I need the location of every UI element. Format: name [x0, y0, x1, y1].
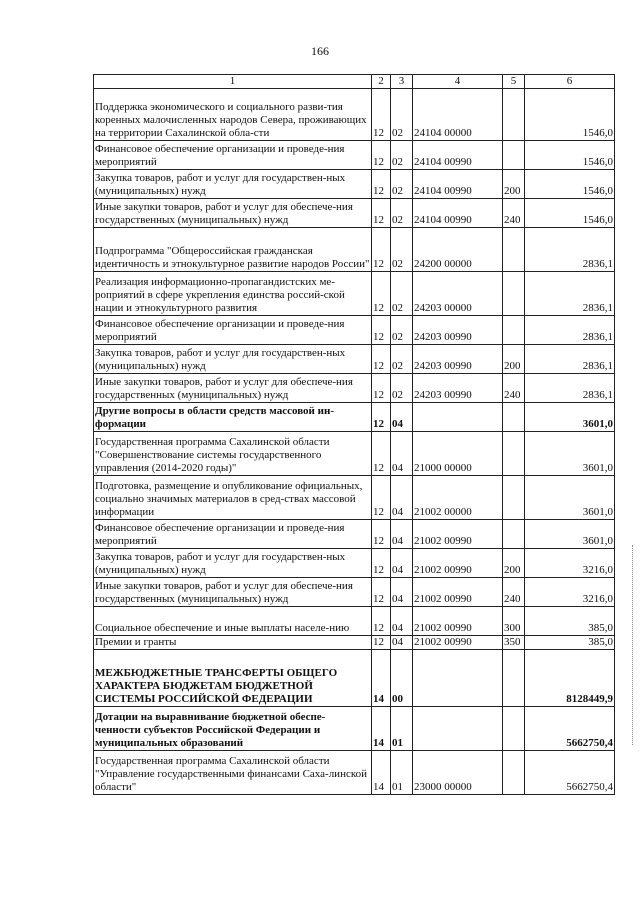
row-expense-type [503, 89, 525, 141]
table-row [94, 170, 615, 199]
row-expense-type: 240 [503, 374, 525, 403]
table-row [94, 141, 615, 170]
row-amount: 2836,1 [525, 272, 615, 316]
row-subsection: 02 [391, 89, 413, 141]
row-section: 14 [372, 707, 391, 751]
column-header-target-article: 4 [413, 75, 503, 89]
row-expense-type [503, 228, 525, 272]
table-row [94, 316, 615, 345]
row-amount: 3601,0 [525, 432, 615, 476]
row-amount: 2836,1 [525, 228, 615, 272]
column-header-expense-type: 5 [503, 75, 525, 89]
row-amount: 2836,1 [525, 374, 615, 403]
row-amount: 385,0 [525, 636, 615, 650]
row-amount: 8128449,9 [525, 650, 615, 707]
row-name: Закупка товаров, работ и услуг для государствен-ных (муниципальных) нужд [94, 170, 372, 199]
row-subsection: 02 [391, 374, 413, 403]
row-target-article: 24104 00990 [413, 199, 503, 228]
row-section: 12 [372, 141, 391, 170]
row-section: 12 [372, 549, 391, 578]
row-amount: 5662750,4 [525, 751, 615, 795]
row-target-article: 24104 00990 [413, 170, 503, 199]
row-subsection: 04 [391, 403, 413, 432]
row-expense-type [503, 316, 525, 345]
row-amount: 1546,0 [525, 89, 615, 141]
row-section: 12 [372, 170, 391, 199]
row-target-article: 24200 00000 [413, 228, 503, 272]
table-row [94, 89, 615, 141]
column-header-subsection: 3 [391, 75, 413, 89]
row-section: 12 [372, 228, 391, 272]
row-name: Реализация информационно-пропагандистских ме-роприятий в сфере укрепления единства россий-ской нации и этнокультурного развития [94, 272, 372, 316]
table-header-row [94, 75, 615, 89]
row-expense-type [503, 476, 525, 520]
row-section: 12 [372, 374, 391, 403]
row-target-article [413, 403, 503, 432]
row-name: Социальное обеспечение и иные выплаты населе-нию [94, 607, 372, 636]
row-target-article: 21002 00990 [413, 578, 503, 607]
row-target-article: 24104 00990 [413, 141, 503, 170]
row-target-article: 24203 00990 [413, 374, 503, 403]
row-subsection: 00 [391, 650, 413, 707]
row-expense-type [503, 403, 525, 432]
row-expense-type: 200 [503, 170, 525, 199]
row-name: Закупка товаров, работ и услуг для государствен-ных (муниципальных) нужд [94, 549, 372, 578]
row-subsection: 04 [391, 432, 413, 476]
row-expense-type [503, 707, 525, 751]
row-name: Подпрограмма "Общероссийская гражданская идентичность и этнокультурное развитие народов России" [94, 228, 372, 272]
row-expense-type [503, 520, 525, 549]
table-row [94, 607, 615, 636]
row-subsection: 04 [391, 520, 413, 549]
row-target-article: 21002 00990 [413, 549, 503, 578]
row-section: 12 [372, 199, 391, 228]
row-amount: 3216,0 [525, 549, 615, 578]
column-header-amount: 6 [525, 75, 615, 89]
row-name: МЕЖБЮДЖЕТНЫЕ ТРАНСФЕРТЫ ОБЩЕГО ХАРАКТЕРА БЮДЖЕТАМ БЮДЖЕТНОЙ СИСТЕМЫ РОССИЙСКОЙ ФЕДЕРАЦИИ [94, 650, 372, 707]
row-section: 12 [372, 607, 391, 636]
budget-table [93, 74, 615, 795]
row-target-article [413, 707, 503, 751]
row-target-article: 21002 00990 [413, 607, 503, 636]
row-subsection: 02 [391, 170, 413, 199]
row-target-article: 24104 00000 [413, 89, 503, 141]
row-name: Финансовое обеспечение организации и проведе-ния мероприятий [94, 520, 372, 549]
row-amount: 1546,0 [525, 199, 615, 228]
table-row [94, 520, 615, 549]
scan-edge-marks [632, 545, 636, 745]
table-row [94, 751, 615, 795]
column-header-section: 2 [372, 75, 391, 89]
row-subsection: 04 [391, 636, 413, 650]
row-name: Финансовое обеспечение организации и проведе-ния мероприятий [94, 316, 372, 345]
row-subsection: 01 [391, 707, 413, 751]
row-name: Иные закупки товаров, работ и услуг для обеспече-ния государственных (муниципальных) нужд [94, 199, 372, 228]
row-section: 12 [372, 636, 391, 650]
row-section: 12 [372, 476, 391, 520]
row-section: 12 [372, 403, 391, 432]
table-row [94, 707, 615, 751]
row-subsection: 02 [391, 272, 413, 316]
table-row [94, 549, 615, 578]
row-section: 14 [372, 650, 391, 707]
row-amount: 3601,0 [525, 403, 615, 432]
row-name: Дотации на выравнивание бюджетной обеспе-ченности субъектов Российской Федерации и муниципальных образований [94, 707, 372, 751]
row-target-article: 21002 00000 [413, 476, 503, 520]
row-expense-type: 240 [503, 199, 525, 228]
page-number: 166 [311, 44, 329, 58]
table-row [94, 374, 615, 403]
table-row [94, 650, 615, 707]
row-section: 14 [372, 751, 391, 795]
row-expense-type [503, 751, 525, 795]
row-target-article: 21000 00000 [413, 432, 503, 476]
row-target-article: 21002 00990 [413, 520, 503, 549]
row-subsection: 02 [391, 316, 413, 345]
table-row [94, 199, 615, 228]
row-name: Подготовка, размещение и опубликование официальных, социально значимых материалов в сред-ствах массовой информации [94, 476, 372, 520]
row-target-article: 24203 00000 [413, 272, 503, 316]
row-amount: 3601,0 [525, 476, 615, 520]
row-target-article: 24203 00990 [413, 316, 503, 345]
row-subsection: 02 [391, 345, 413, 374]
row-amount: 385,0 [525, 607, 615, 636]
row-expense-type [503, 432, 525, 476]
row-expense-type [503, 272, 525, 316]
row-amount: 3216,0 [525, 578, 615, 607]
row-subsection: 04 [391, 476, 413, 520]
row-name: Иные закупки товаров, работ и услуг для обеспече-ния государственных (муниципальных) нужд [94, 578, 372, 607]
column-header-name: 1 [94, 75, 372, 89]
table-row [94, 578, 615, 607]
row-amount: 3601,0 [525, 520, 615, 549]
row-amount: 5662750,4 [525, 707, 615, 751]
row-subsection: 02 [391, 199, 413, 228]
row-name: Государственная программа Сахалинской области "Совершенствование системы государственного управления (2014-2020 годы)" [94, 432, 372, 476]
row-expense-type: 350 [503, 636, 525, 650]
row-section: 12 [372, 316, 391, 345]
row-amount: 2836,1 [525, 316, 615, 345]
row-name: Закупка товаров, работ и услуг для государствен-ных (муниципальных) нужд [94, 345, 372, 374]
row-expense-type: 240 [503, 578, 525, 607]
row-section: 12 [372, 89, 391, 141]
row-section: 12 [372, 272, 391, 316]
table-row [94, 636, 615, 650]
row-target-article: 23000 00000 [413, 751, 503, 795]
table-row [94, 272, 615, 316]
row-name: Иные закупки товаров, работ и услуг для обеспече-ния государственных (муниципальных) нужд [94, 374, 372, 403]
row-expense-type: 200 [503, 345, 525, 374]
row-amount: 2836,1 [525, 345, 615, 374]
table-row [94, 403, 615, 432]
row-target-article: 24203 00990 [413, 345, 503, 374]
row-expense-type [503, 650, 525, 707]
row-name: Другие вопросы в области средств массовой ин-формации [94, 403, 372, 432]
row-section: 12 [372, 432, 391, 476]
row-expense-type: 300 [503, 607, 525, 636]
row-amount: 1546,0 [525, 170, 615, 199]
table-row [94, 345, 615, 374]
row-subsection: 04 [391, 578, 413, 607]
row-subsection: 04 [391, 607, 413, 636]
row-section: 12 [372, 520, 391, 549]
row-name: Поддержка экономического и социального разви-тия коренных малочисленных народов Севера, проживающих на территории Сахалинской обла-сти [94, 89, 372, 141]
row-name: Финансовое обеспечение организации и проведе-ния мероприятий [94, 141, 372, 170]
table-body [94, 89, 615, 795]
row-expense-type [503, 141, 525, 170]
row-section: 12 [372, 578, 391, 607]
table-row [94, 228, 615, 272]
row-subsection: 04 [391, 549, 413, 578]
row-amount: 1546,0 [525, 141, 615, 170]
row-target-article [413, 650, 503, 707]
row-expense-type: 200 [503, 549, 525, 578]
row-name: Государственная программа Сахалинской области "Управление государственными финансами Саха-линской области" [94, 751, 372, 795]
table-row [94, 476, 615, 520]
row-target-article: 21002 00990 [413, 636, 503, 650]
row-subsection: 01 [391, 751, 413, 795]
table-row [94, 432, 615, 476]
row-section: 12 [372, 345, 391, 374]
row-subsection: 02 [391, 228, 413, 272]
row-subsection: 02 [391, 141, 413, 170]
row-name: Премии и гранты [94, 636, 372, 650]
